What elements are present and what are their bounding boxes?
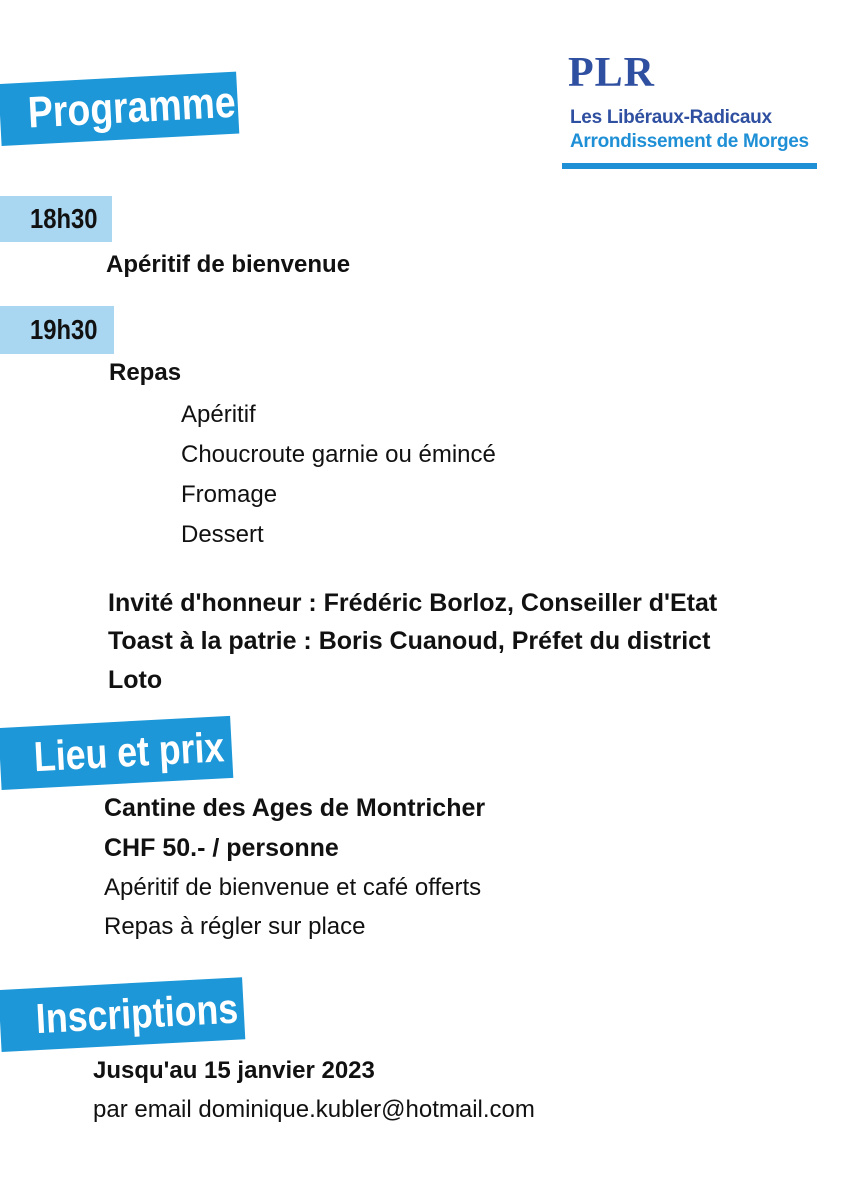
price-note: Apéritif de bienvenue et café offerts (104, 874, 482, 901)
guest-of-honour: Invité d'honneur : Frédéric Borloz, Conseiller d'Etat (108, 589, 718, 617)
time-badge-2 (0, 306, 114, 354)
price: CHF 50.- / personne (104, 834, 339, 862)
section-heading-programme: Programme (26, 77, 237, 138)
section-banner-programme (0, 72, 239, 146)
price-note: Repas à régler sur place (104, 913, 366, 940)
schedule-item-title: Apéritif de bienvenue (106, 251, 351, 278)
logo-underline (562, 163, 817, 169)
registration-deadline: Jusqu'au 15 janvier 2023 (93, 1057, 375, 1084)
menu-item: Dessert (181, 521, 264, 548)
menu-item: Fromage (181, 481, 278, 508)
registration-contact: par email dominique.kubler@hotmail.com (93, 1096, 535, 1123)
section-banner-inscriptions (0, 977, 245, 1052)
time-badge-1 (0, 196, 112, 242)
toast-speaker: Toast à la patrie : Boris Cuanoud, Préfet du district (108, 627, 711, 655)
logo-district: Arrondissement de Morges (570, 131, 809, 152)
loto-item: Loto (108, 666, 163, 694)
section-heading-inscriptions: Inscriptions (34, 984, 240, 1043)
menu-item: Choucroute garnie ou émincé (181, 441, 496, 468)
time-label: 18h30 (30, 203, 98, 234)
logo-tagline: Les Libéraux-Radicaux (570, 107, 772, 128)
time-label: 19h30 (30, 314, 98, 345)
section-banner-lieu (0, 716, 233, 790)
venue-name: Cantine des Ages de Montricher (104, 794, 486, 822)
section-heading-lieu: Lieu et prix (32, 723, 226, 781)
logo-plr: PLR (568, 50, 655, 96)
schedule-item-title: Repas (109, 359, 182, 386)
menu-item: Apéritif (181, 401, 256, 428)
